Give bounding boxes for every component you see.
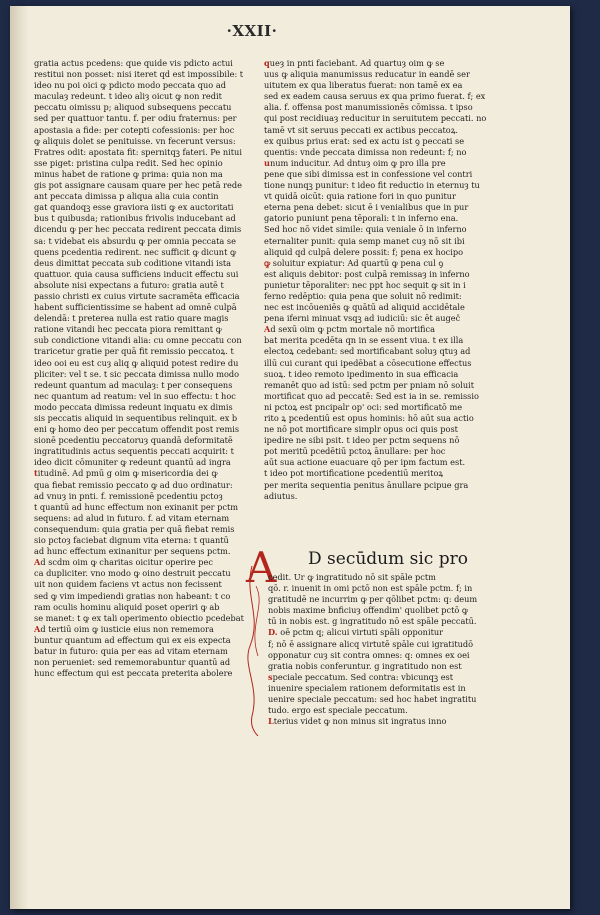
text-line: unum inducitur. Ad dntuȝ oim ꝙ pro illa pre [264, 157, 446, 168]
text-line: eterna pena debet: sicut ē i venialibus que in pur [264, 202, 469, 213]
text-line: opponatur cuȝ sit contra omnes: q: omnes ex oei [268, 649, 470, 660]
text-line: ram oculis hominu aliquid poset operiri ꝙ ab [34, 601, 220, 612]
text-line: ideo dicit cōmuniter ꝙ redeunt quantū ad ingra [34, 457, 231, 468]
text-line: t ideo pot mortificatione pcedentiū meritoꝝ [264, 468, 444, 479]
text-line: D. oē pctm q; alicui virtuti spāli opponitur [268, 627, 444, 638]
text-line: pliciter: vel t se. t sic peccata dimissa nullo modo [34, 368, 240, 379]
text-line: ferno redēptio: quia pena que soluit nō redimit: [264, 290, 462, 301]
text-line: rito ꝝ pcedentiū est opus hominis: hō aūt sua actio [264, 413, 474, 423]
text-line: bat merita pcedēta qn in se essent viua. t ex illa [264, 335, 464, 346]
text-line: ad hunc effectum exinanitur per sequens pctm. [34, 546, 231, 557]
text-line: ideo ooi eu est cuȝ aliq ꝙ aliquid potest redire du [34, 357, 239, 368]
text-line: ni pctoꝝ est pncipalr op' oci: sed mortificatō me [264, 401, 463, 412]
text-line: nobis maxime bnficiuȝ offendim' quolibet pctō ꝙ [268, 605, 469, 616]
text-line: ꝙ aliquis dolet se penituisse. vn fecerunt versus: [34, 135, 236, 146]
text-line: quens pcedentia redirent. nec sufficit ꝙ dicunt ꝙ [34, 246, 237, 257]
text-line: qō. r. inuenit in omi pctō non est spāle pctm. f; in [268, 583, 473, 594]
text-line: uus ꝙ aliquia manumissus reducatur in eandē ser [264, 69, 470, 80]
text-line: sionē pcedentiu peccatoruȝ quandā deformitatē [34, 435, 233, 446]
text-line: per merita sequentia penitus ānullare pcipue gra [264, 479, 469, 490]
text-line: sequens: ad alud in futuro. f. ad vitam eternam [34, 512, 230, 523]
text-line: pena iferni minuat vsqꝫ ad iudiciū: sic ēt augeč [264, 313, 461, 324]
text-line: delendā: t preterea nulla est ratio quare magis [34, 313, 229, 324]
text-line: vt quidā oicūt: quia ratione fori in quo punitur [264, 191, 456, 202]
text-line: titudinē. Ad pmū g oim ꝙ misericordia dei ꝙ [34, 468, 218, 479]
text-line: adiutus. [264, 490, 298, 501]
text-line: passio christi ex cuius virtute sacramēta efficacia [34, 290, 240, 301]
decorated-initial: A [246, 543, 277, 592]
text-line: sis peccatis aliquid in sequentibus relinquit. ex b [34, 413, 238, 423]
left-column [34, 58, 256, 679]
spine-shadow [10, 6, 28, 909]
text-line: alia. f. offensa post manumissionēs cōmissa. t ipso [264, 102, 473, 113]
text-line: tū in nobis est. g ingratitudo nō est spāle peccatū. [268, 616, 477, 627]
text-line: quattuor. quia causa sufficiens inducit effectu sui [34, 268, 239, 279]
text-line: ant peccata dimissa p aliqua alia cuia contin [34, 191, 219, 202]
text-line: modo peccata dimissa redeunt inquatu ex dimis [34, 401, 233, 412]
text-line: Ad scdm oim ꝙ charitas oicitur operire pec [34, 557, 213, 568]
text-line: aliquid qd culpā delere possit: f; pena ex hocipo [264, 246, 464, 257]
text-line: Lterius videt ꝙ non minus sit ingratus inno [268, 716, 447, 727]
text-line: est aliquis debitor: post culpā remissaȝ in inferno [264, 268, 470, 279]
text-line: t quantū ad hunc effectum non exinanit per pctm [34, 501, 239, 512]
text-line: gis pot assignare causam quare per hec petā rede [34, 180, 242, 191]
text-line: ipedire ne sibi psit. t ideo per pctm sequens nō [264, 435, 460, 446]
text-line: remanēt quo ad istū: sed pctm per pniam nō soluit [264, 379, 475, 390]
text-line: electoꝝ cedebant: sed mortificabant soluȝ qtuȝ ad [264, 346, 471, 357]
text-line: gatorio puniunt pena tēporali: t in inferno ena. [264, 213, 459, 224]
text-line: bus t quibusda; rationibus frivolis inducebant ad [34, 213, 236, 224]
text-line: gratitudē ne incurrim ꝙ per qōlibet pctm: q: deum [268, 594, 478, 605]
text-line: consequendum: quia gratia per quā fiebat remis [34, 523, 235, 534]
text-line: tudo. ergo est speciale peccatum. [268, 705, 408, 716]
text-line: uenire speciale peccatum: sed hoc habet ingratitu [268, 694, 477, 705]
text-line: maculaȝ redeunt. t ideo aliȝ oicut ꝙ non redit [34, 91, 222, 102]
text-line: tione nunqꝫ punitur: t ideo fit reductio in eternuȝ tu [264, 180, 480, 191]
text-line: Sed hoc nō videt simile: quia veniale ō in inferno [264, 224, 467, 235]
text-line: se manet: t ꝙ ex tali operimento obiectio pcedebat [34, 612, 244, 623]
text-line: habent sufficientissime se habent ad omnē culpā [34, 302, 237, 313]
text-line: restitui non posset: nisi iteret qd est impossibile: t [34, 69, 244, 80]
text-line: speciale peccatum. Sed contra: vbicunqꝫ est [268, 671, 454, 682]
text-line: cedit. Ur ꝙ ingratitudo nō sit spāle pctm [268, 572, 436, 582]
folio-numeral: XXII [232, 22, 272, 40]
text-line: gratia nobis conferuntur. g ingratitudo non est [268, 660, 462, 671]
text-line: suoꝝ. t ideo remoto ipedimento in sua efficacia [264, 368, 459, 379]
initial-flourish [240, 566, 270, 736]
text-line: buntur quantum ad effectum qui ex eis expecta [34, 634, 231, 645]
folio-mark-left: · [226, 22, 233, 40]
text-line: gat quandoqꝫ esse graviora iisti ꝙ ex auctoritati [34, 202, 234, 213]
manuscript-page [10, 6, 570, 909]
text-line: sa: t videbat eis absurdu ꝙ per omnia peccata se [34, 235, 236, 246]
text-line: dicendu ꝙ per hec peccata redirent peccata dimis [34, 224, 242, 235]
text-line: sse piget: pristina culpa redit. Sed hec opinio [34, 157, 223, 168]
text-line: non perueniet: sed rememorabuntur quantū ad [34, 657, 231, 668]
article-body [268, 572, 486, 727]
text-line: qua fiebat remissio peccato ꝙ ad duo ordinatur: [34, 479, 233, 490]
text-line: sed ex eadem causa seruus ex qua primo fuerat. f; ex [264, 91, 486, 102]
text-line: ne nō pot mortificare simplr opus oci quis post [264, 424, 458, 435]
text-line: absolute nisi expectans a futuro: gratia autē t [34, 279, 224, 290]
text-line: Ad sexū oim ꝙ pctm mortale nō mortifica [264, 324, 435, 335]
text-line: mortificat quo ad peccatē: Sed est ia in se. remissio [264, 390, 479, 401]
text-line: apostasia a fide: per cotepti cofessionis: per hoc [34, 124, 235, 135]
text-line: nec quantum ad reatum: vel in suo effectu: t hoc [34, 390, 236, 401]
text-line: tamē vt sit seruus peccati ex actibus peccatoꝝ. [264, 124, 459, 135]
text-line: ratione vitandi hec peccata piora remittant ꝙ [34, 324, 222, 335]
text-line: ꝙ soluitur expiatur: Ad quartū ꝙ pena cul ꝯ [264, 257, 444, 268]
text-line: uit non quidem faciens vt actus non fecissent [34, 579, 222, 590]
text-line: f; nō ē assignare alicq virtutē spāle cui igratitudō [268, 638, 474, 649]
text-line: minus habet de ratione ꝙ prima: quia non ma [34, 168, 223, 179]
text-line: inuenire specialem rationem deformitatis est in [268, 682, 466, 693]
text-line: pene que sibi dimissa est in confessione vel contri [264, 168, 473, 179]
text-line: ca dupliciter. vno modo ꝙ oino destruit peccatu [34, 568, 231, 579]
text-line: sed ꝙ vim impediendi gratias non habeant: t co [34, 590, 231, 601]
text-line: sed per quattuor tantu. f. per odiu fraternus: per [34, 113, 237, 124]
article-heading: D secūdum sic pro [308, 549, 468, 569]
text-line: ex quibus prius erat: sed ex actu ist ꝯ peccati se [264, 135, 465, 146]
text-line: uitutem ex qua liberatus fuerat: non tamē ex ea [264, 80, 463, 91]
text-line: ideo nu poi oici ꝙ pdicto modo peccata quo ad [34, 80, 226, 91]
text-line: quentis: vnde peccata dimissa non redeunt: f; no [264, 146, 467, 157]
text-line: sio pctoȝ faciebat dignum vita eterna: t quantū [34, 535, 229, 546]
text-line: illū cui curant qui ipedēbat a cōsecutione effectus [264, 357, 472, 368]
text-line: batur in futuro: quia per eas ad vitam eternam [34, 645, 228, 656]
text-line: pot meritū pcedētiū pctoꝝ ānullare: per hoc [264, 446, 446, 457]
text-line: deus dimittat peccata sub coditione vitandi ista [34, 257, 232, 268]
text-line: aūt sua actione euacuare qō per ipm factum est. [264, 457, 466, 468]
folio-number [224, 22, 280, 44]
text-line: nec est incōueniēs ꝙ quātū ad aliquid accidētale [264, 302, 465, 313]
text-line: redeunt quantum ad maculaȝ: t per consequens [34, 379, 233, 390]
text-line: Fratres odit: apostata fit: spernitqꝫ fateri. Pe nitui [34, 146, 242, 157]
text-line: queȝ in pnti faciebant. Ad quartuȝ oim ꝙ se [264, 58, 445, 68]
text-line: Ad tertiū oim ꝙ iusticie eius non rememora [34, 623, 214, 634]
text-line: punietur tēporaliter: nec ppt hoc sequit ꝙ sit in i [264, 279, 466, 290]
right-column [264, 58, 486, 502]
text-line: gratia actus pcedens: que quide vis pdicto actui [34, 58, 233, 68]
text-line: ad vnuȝ in pnti. f. remissionē pcedentiu pctoȝ [34, 490, 223, 501]
text-line: hunc effectum qui est peccata preterita abolere [34, 668, 233, 679]
text-line: traricetur gratie per quā fit remissio peccatoꝝ. t [34, 346, 234, 357]
text-line: eni ꝙ homo deo per peccatum offendit post remis [34, 424, 240, 435]
text-line: peccatu oimissu p; aliquod subsequens peccatu [34, 102, 232, 113]
folio-mark-right: · [271, 22, 278, 40]
text-line: qui post recidiuaȝ reducitur in seruitutem peccati. no [264, 113, 486, 124]
text-line: ingratitudinis actus sequentis peccati acquirit: t [34, 446, 234, 457]
text-line: sub condictione vitandi alia: cu omne peccatu con [34, 335, 242, 346]
text-line: eternaliter punit: quia semp manet cuȝ nō sit ibi [264, 235, 465, 246]
